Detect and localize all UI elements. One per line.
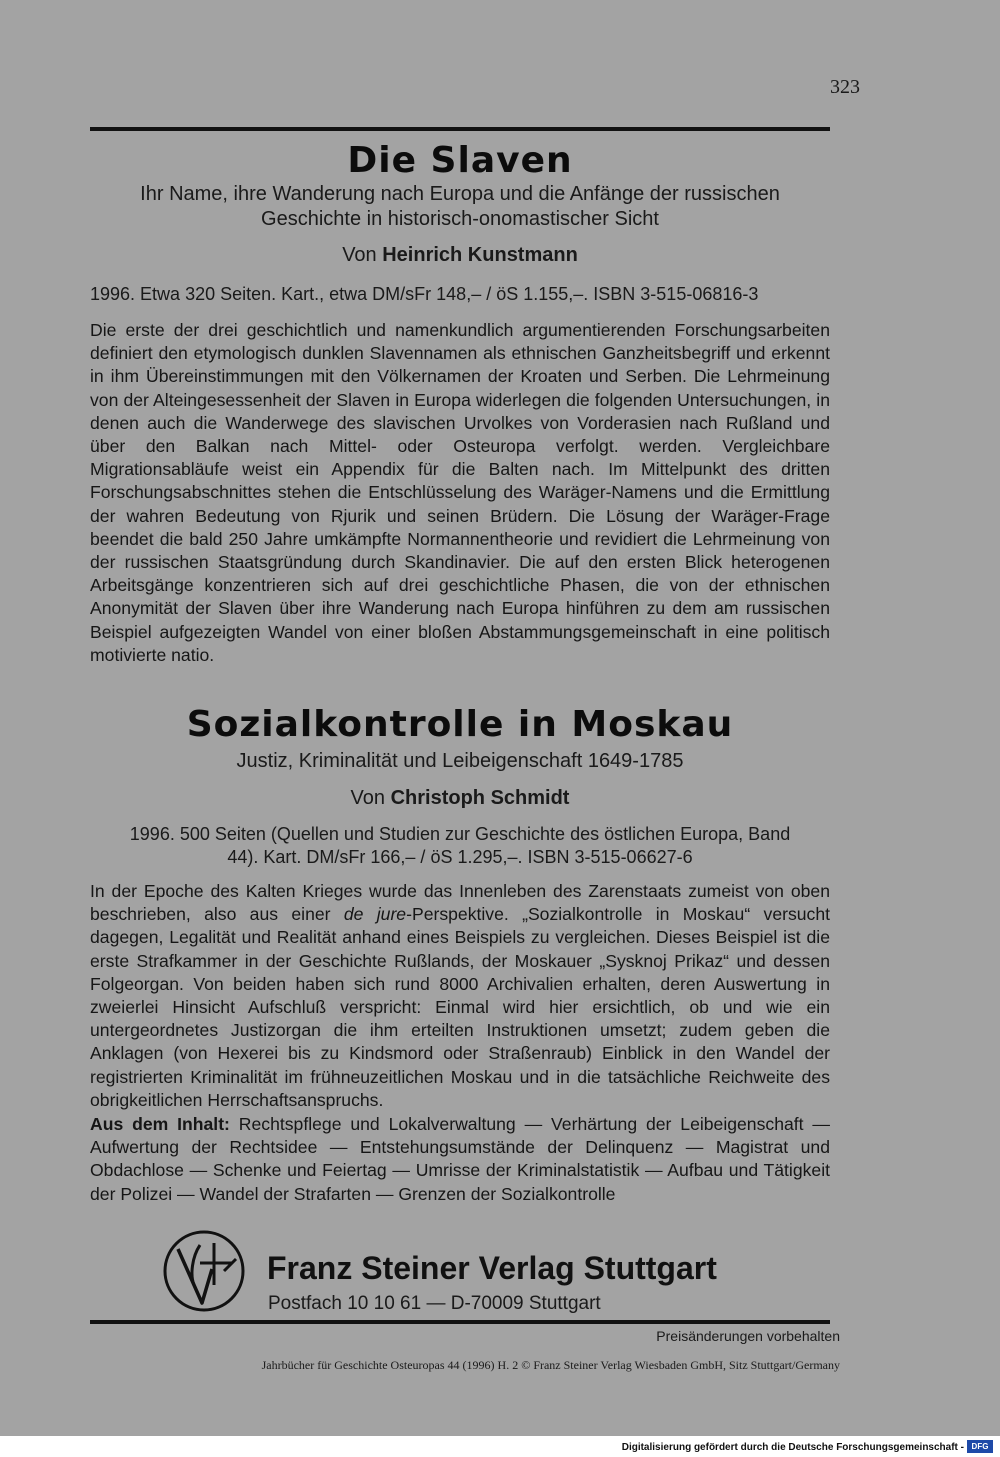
page-number: 323 [830,76,860,98]
book2-contents-list: Rechtspflege und Lokalverwaltung — Verhärtung der Leibeigenschaft — Aufwertung der Rechtsidee — Entstehungsumstände der Delinquenz — Magistrat und Obdachlose — Schenke und Feiertag — Umrisse der Kriminalstatistik — Aufbau und Tätigkeit der Polizei — Wandel der Strafarten — Grenzen der Sozialkontrolle [90,1114,830,1204]
journal-reference: Jahrbücher für Geschichte Osteuropas 44 (1996) H. 2 © Franz Steiner Verlag Wiesbaden GmbH, Sitz Stuttgart/Germany [261,1358,840,1372]
book2-contents [90,1113,830,1206]
book2-description-part1: In der Epoche des Kalten Krieges wurde das Innenleben des Zarenstaats zumeist von oben beschrieben, also aus einer [90,881,830,925]
book1-description: Die erste der drei geschichtlich und namenkundlich argumentierenden Forschungsarbeiten definiert den etymologisch dunklen Slavennamen als ethnischen Ganzheitsbegriff und erkennt in ihm Übereinstimmungen mit den Völkernamen der Kroaten und Serben. Die Lehrmeinung von der Alteingesessenheit der Slaven in Europa widerlegen die folgenden Untersuchungen, in denen auch die Wanderwege des slavischen Urvolkes von Vorderasien nach Rußland und über den Balkan nach Mittel- oder Osteuropa verfolgt. werden. Vergleichbare Migrationsabläufe weist ein Appendix für die Balten nach. Im Mittelpunkt des dritten Forschungsabschnittes stehen die Entschlüsselung des Waräger-Namens und die Ermittlung der wahren Bedeutung von Rjurik und seinen Brüdern. Die Lösung der Waräger-Frage beendet die bald 250 Jahre umkämpfte Normannentheorie und revidiert die Lehrmeinung von der russischen Staatsgründung durch Skandinavier. Die auf den ersten Blick heterogenen Arbeitsgänge konzentrieren sich auf drei geschichtliche Phasen, die von der ethnischen Anonymität der Slaven über ihre Wanderung nach Europa hinführen zu dem am russischen Beispiel aufgezeigten Wandel von einer bloßen Abstammungsgemeinschaft in eine politisch motivierte natio. [90,320,830,665]
book1-author: Heinrich Kunstmann [382,244,578,266]
book1-meta: 1996. Etwa 320 Seiten. Kart., etwa DM/sFr 148,– / öS 1.155,–. ISBN 3-515-06816-3 [90,284,759,304]
book2-description-italic: de jure [343,904,407,925]
book1-subtitle [90,182,830,232]
book1-by-prefix: Von [342,244,377,266]
book2-description-part2: -Perspektive. „Sozialkontrolle in Moskau“ versucht dagegen, Legalität und Realität anhand eines Beispiels zu vergleichen. Dieses Beispiel ist die erste Strafkammer in der Geschichte Rußlands, der Moskauer „Sysknoj Prikaz“ und dessen Folgeorgan. Von beiden haben sich rund 8000 Archivalien erhalten, deren Auswertung in zweierlei Hinsicht Aufschluß verspricht: Einmal wird hier ersichtlich, ob und wie ein untergeordnetes Justizorgan die ihm erteilten Instruktionen umsetzt; zudem geben die Anklagen (von Hexerei bis zu Kindsmord oder Straßenraub) Einblick in den Wandel der registrierten Kriminalität im frühneuzeitlichen Moskau und in die tatsächliche Reichweite des obrigkeitlichen Herrschaftsanspruchs. [90,904,831,1110]
book2-meta-line1: 1996. 500 Seiten (Quellen und Studien zur Geschichte des östlichen Europa, Band [129,824,791,844]
digitization-footer-text: Digitalisierung gefördert durch die Deutsche Forschungsgemeinschaft - [621,1442,964,1453]
book1-subtitle-line1: Ihr Name, ihre Wanderung nach Europa und die Anfänge der russischen [140,183,780,205]
book2-meta [90,823,830,869]
price-note: Preisänderungen vorbehalten [656,1328,840,1344]
book1-byline [90,244,830,267]
dfg-logo-icon: DFG [967,1440,993,1453]
book2-meta-line2: 44). Kart. DM/sFr 166,– / öS 1.295,–. ISBN 3-515-06627-6 [227,847,693,867]
publisher-logo-icon [162,1229,246,1313]
publisher-name: Franz Steiner Verlag Stuttgart [267,1250,717,1286]
book2-description [90,880,830,1112]
book1-subtitle-line2: Geschichte in historisch-onomastischer Sicht [261,208,659,230]
book2-title: Sozialkontrolle in Moskau [186,704,734,745]
top-rule [90,127,830,131]
book2-contents-label: Aus dem Inhalt: [90,1114,230,1134]
book1-title: Die Slaven [347,140,573,181]
publisher-address: Postfach 10 10 61 — D-70009 Stuttgart [268,1293,601,1314]
book2-by-prefix: Von [350,787,386,809]
book2-subtitle: Justiz, Kriminalität und Leibeigenschaft 1649-1785 [236,750,684,772]
book2-byline [90,787,830,810]
book2-author: Christoph Schmidt [390,787,570,809]
bottom-rule [90,1320,830,1324]
